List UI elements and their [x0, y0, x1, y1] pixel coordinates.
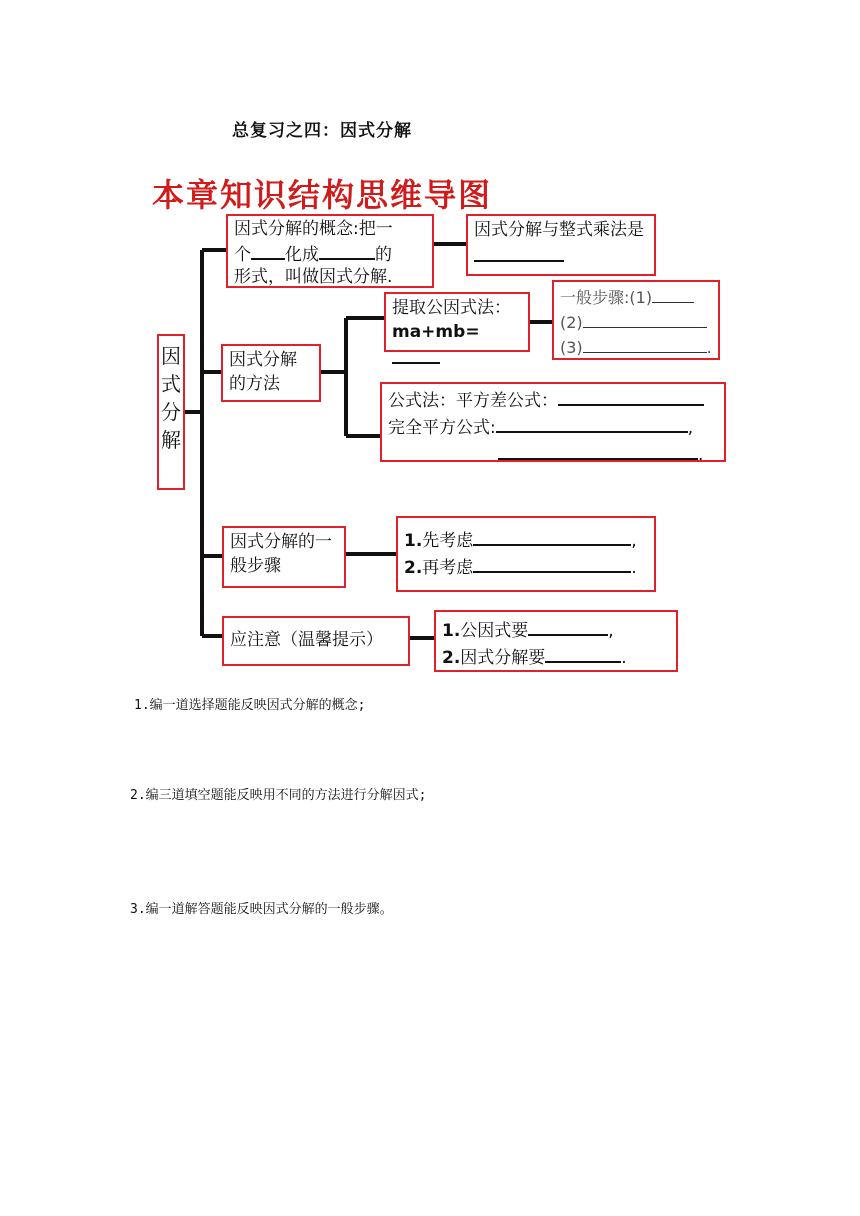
- concept-text: 的: [375, 245, 392, 265]
- steps-line3: [560, 334, 712, 359]
- root-char: 因: [161, 344, 181, 368]
- general-step-text: 先考虑: [422, 531, 474, 551]
- note-item-1: [442, 616, 670, 643]
- question-1: 1.编一道选择题能反映因式分解的概念;: [134, 698, 366, 713]
- common-factor-line1: 提取公因式法：: [392, 298, 511, 318]
- question-3: 3.编一道解答题能反映因式分解的一般步骤。: [130, 902, 393, 917]
- note-label: 应注意（温馨提示）: [230, 630, 383, 650]
- steps-dot: .: [706, 338, 712, 357]
- concept-line3: 形式，叫做因式分解.: [234, 267, 393, 287]
- steps-label: 一般步骤:(1): [560, 288, 653, 307]
- note-box: [222, 616, 410, 666]
- note-items-box: [434, 610, 678, 672]
- steps-label: (2): [560, 313, 583, 332]
- common-factor-line2: [392, 320, 522, 371]
- general-label: 因式分解的一般步骤: [230, 532, 332, 576]
- note-item-punct: ,: [608, 621, 614, 641]
- concept-text: 化成: [285, 245, 319, 265]
- general-box: [222, 526, 346, 588]
- note-item-num: 2.: [442, 648, 461, 668]
- formula-line1: [388, 386, 718, 413]
- general-step-punct: ,: [631, 531, 637, 551]
- steps-line2: [560, 309, 712, 334]
- concept-line2: [234, 240, 426, 266]
- general-step-num: 2.: [404, 558, 423, 578]
- methods-label: 因式分解的方法: [229, 350, 297, 394]
- relation-box: [466, 214, 656, 276]
- concept-line1: 因式分解的概念:把一: [234, 219, 393, 239]
- question-2: 2.编三道填空题能反映用不同的方法进行分解因式;: [130, 788, 427, 803]
- concept-box: [226, 214, 434, 288]
- root-char: 式: [161, 372, 181, 396]
- general-step-1: [404, 526, 648, 553]
- root-char: 分: [161, 400, 181, 424]
- formula-dot: .: [698, 445, 704, 465]
- general-step-2: [404, 553, 648, 580]
- formula-label: 完全平方公式:: [388, 418, 496, 438]
- general-step-text: 再考虑: [422, 558, 474, 578]
- general-step-punct: .: [631, 558, 637, 578]
- common-factor-box: [384, 292, 530, 352]
- note-item-text: 因式分解要: [460, 648, 546, 668]
- root-char: 解: [161, 428, 181, 452]
- note-item-2: [442, 643, 670, 670]
- formula-comma: ,: [687, 418, 694, 438]
- doc-title: 总复习之四：因式分解: [232, 121, 412, 141]
- formula-label: 公式法：平方差公式：: [388, 391, 558, 411]
- steps-line1: [560, 284, 712, 309]
- formula-line2: [388, 413, 718, 440]
- note-item-num: 1.: [442, 621, 461, 641]
- concept-text: 个: [234, 245, 251, 265]
- formula-box: [380, 382, 726, 465]
- relation-blank: [474, 242, 648, 269]
- note-item-text: 公因式要: [460, 621, 529, 641]
- relation-line1: 因式分解与整式乘法是: [474, 220, 644, 240]
- root-node: [157, 334, 185, 490]
- general-step-num: 1.: [404, 531, 423, 551]
- methods-box: [221, 344, 321, 402]
- steps-label: (3): [560, 338, 583, 357]
- mindmap-title: 本章知识结构思维导图: [152, 176, 493, 214]
- steps-box: [552, 280, 720, 360]
- note-item-punct: .: [621, 648, 627, 668]
- general-steps-box: [396, 516, 656, 592]
- common-factor-formula: ma+mb=: [392, 322, 480, 342]
- formula-line3: [388, 440, 718, 467]
